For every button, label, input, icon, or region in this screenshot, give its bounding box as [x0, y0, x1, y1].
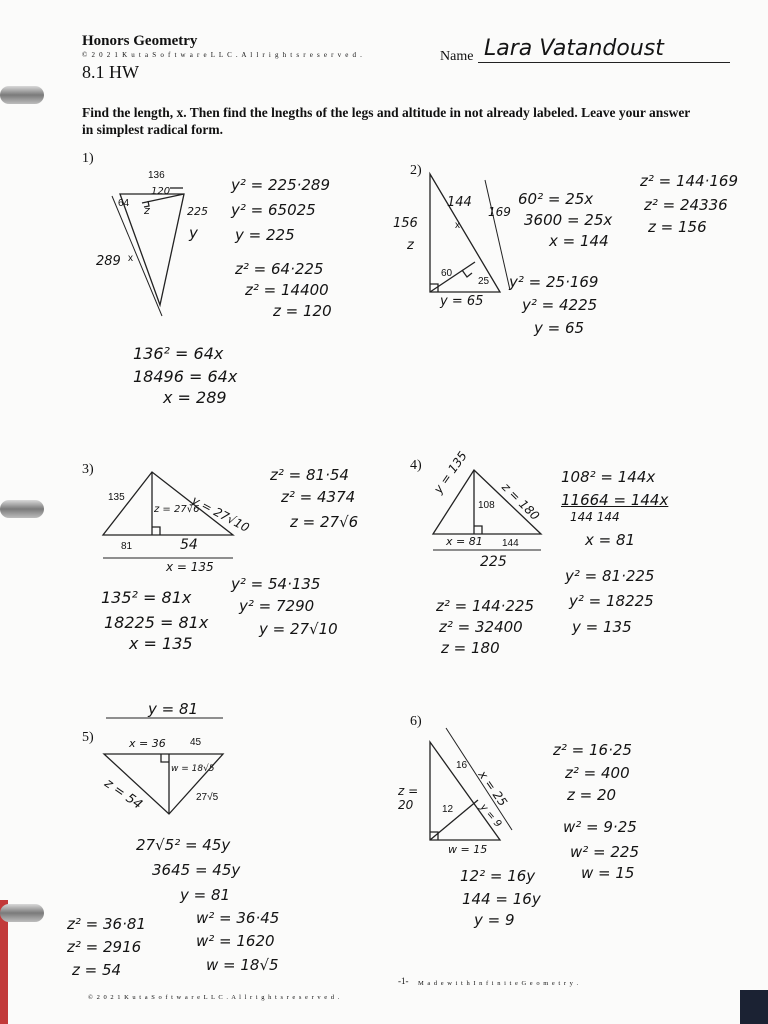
problem-3-number: 3)	[82, 462, 94, 477]
p3-work-line: z² = 81·54	[270, 466, 349, 484]
p6-label-12: 12	[442, 804, 454, 815]
p3-work-line: z = 27√6	[290, 513, 359, 531]
p4-work3-line: y² = 81·225	[565, 567, 655, 585]
p5-work-line: 27√5² = 45y	[136, 836, 231, 854]
student-name: Lara Vatandoust	[484, 36, 664, 61]
p6-work-line: z² = 16·25	[553, 741, 632, 759]
p5-label-27r5: 27√5	[196, 792, 219, 803]
p4-label-144: 144	[502, 538, 519, 549]
p2-work2-line: z² = 144·169	[640, 172, 739, 190]
copyright-top: © 2 0 2 1 K u t a S o f t w a r e L L C . A l l r i g h t s r e s e r v e d .	[82, 51, 364, 59]
problem-6-number: 6)	[410, 714, 422, 729]
p1-work2-line: 136² = 64x	[133, 344, 224, 363]
problem-4-number: 4)	[410, 458, 422, 473]
p1-work2-line: 18496 = 64x	[133, 367, 238, 386]
p2-label-60: 60	[441, 268, 453, 279]
footer-made-with: M a d e w i t h I n f i n i t e G e o m e t r y .	[418, 980, 580, 987]
p5-label-w: w = 18√5	[171, 764, 215, 774]
p1-work-line: z² = 14400	[245, 281, 329, 299]
p4-work3-line: y = 135	[572, 618, 632, 636]
p3-label-y: y = 27√10	[189, 493, 252, 535]
p1-work2-line: x = 289	[163, 388, 227, 407]
p1-label-136: 136	[148, 170, 165, 181]
p4-work3-line: y² = 18225	[569, 592, 654, 610]
name-label: Name	[440, 49, 474, 64]
p1-label-289: 289	[96, 254, 121, 269]
problem-2-number: 2)	[410, 163, 422, 178]
p2-altitude	[430, 262, 475, 292]
p3-work-line: z² = 4374	[281, 488, 356, 506]
p3-label-135: 135	[108, 492, 125, 503]
p5-work3-line: w² = 1620	[196, 932, 275, 950]
p2-work-line: 3600 = 25x	[524, 211, 613, 229]
p5-work-line: y = 81	[180, 886, 231, 904]
p1-label-64: 64	[118, 198, 130, 209]
p5-work3-line: w² = 36·45	[196, 909, 280, 927]
p1-label-120: 120	[151, 186, 171, 197]
p6-work3-line: y = 9	[474, 911, 515, 929]
p4-work-line: 108² = 144x	[561, 468, 656, 486]
p6-label-w: w = 15	[448, 843, 488, 856]
p3-work2-line: 18225 = 81x	[104, 613, 209, 632]
p6-work3-line: 144 = 16y	[462, 890, 541, 908]
p4-work2-line: z = 180	[441, 639, 500, 657]
p3-label-54: 54	[180, 537, 198, 553]
p2-label-x: x	[455, 220, 460, 231]
p1-work-line: z = 120	[273, 302, 332, 320]
p3-work3-line: y = 27√10	[259, 620, 338, 638]
p1-label-225: 225	[187, 205, 208, 218]
p5-work-line: 3645 = 45y	[152, 861, 241, 879]
p4-label-108: 108	[478, 500, 495, 511]
p3-label-81: 81	[121, 541, 133, 552]
p2-work-line: x = 144	[549, 232, 609, 250]
p1-label-y: y	[189, 224, 198, 242]
p1-work-line: y = 225	[235, 226, 295, 244]
problem-1-number: 1)	[82, 151, 94, 166]
p2-label-144: 144	[447, 195, 472, 210]
p5-work2-line: z² = 2916	[67, 938, 142, 956]
p6-work3-line: 12² = 16y	[460, 867, 536, 885]
p6-altitude	[430, 800, 478, 840]
p2-work2-line: z² = 24336	[644, 196, 728, 214]
p3-work2-line: 135² = 81x	[101, 588, 192, 607]
p2-label-z: z	[407, 238, 414, 253]
p5-label-y: y = 81	[148, 700, 199, 718]
p2-work3-line: y = 65	[534, 319, 585, 337]
p2-label-y: y = 65	[440, 294, 484, 309]
p4-label-z: z = 180	[499, 480, 543, 524]
p2-label-25: 25	[478, 276, 490, 287]
p3-work3-line: y² = 7290	[239, 597, 315, 615]
assignment-title: 8.1 HW	[82, 62, 139, 82]
course-title: Honors Geometry	[82, 33, 198, 49]
p4-work-line: 11664 = 144x	[561, 491, 669, 509]
p1-work-line: z² = 64·225	[235, 260, 324, 278]
p4-work-line: 144 144	[570, 510, 620, 524]
p6-work2-line: w² = 225	[570, 843, 640, 861]
p5-work2-line: z = 54	[72, 961, 122, 979]
p6-work2-line: w² = 9·25	[563, 818, 637, 836]
p2-work-line: 60² = 25x	[518, 190, 594, 208]
p5-label-x: x = 36	[129, 737, 166, 750]
p1-work-line: y² = 65025	[231, 201, 316, 219]
p1-label-x: x	[128, 253, 133, 264]
p3-label-z: z = 27√6	[154, 504, 200, 515]
p5-label-45: 45	[190, 737, 202, 748]
p2-label-156: 156	[393, 216, 418, 231]
p4-work2-line: z² = 144·225	[436, 597, 535, 615]
instructions: Find the length, x. Then find the lnegths of the legs and altitude in not already labeled. Leave your answer in simplest radical form.	[82, 105, 691, 137]
p2-work3-line: y² = 25·169	[509, 273, 599, 291]
p6-work-line: z² = 400	[565, 764, 630, 782]
p6-label-16: 16	[456, 760, 468, 771]
p5-work3-line: w = 18√5	[206, 956, 279, 974]
p2-work2-line: z = 156	[648, 218, 707, 236]
p6-work2-line: w = 15	[581, 864, 635, 882]
p1-work-line: y² = 225·289	[231, 176, 331, 194]
p4-work-line: x = 81	[585, 531, 636, 549]
p2-work3-line: y² = 4225	[522, 296, 598, 314]
p6-work-line: z = 20	[567, 786, 617, 804]
p6-label-y: y = 9	[477, 802, 504, 830]
p6-label-z: z = 20	[398, 784, 419, 812]
problem-5-number: 5)	[82, 730, 94, 745]
p3-label-x: x = 135	[166, 560, 214, 574]
p2-label-169: 169	[488, 205, 511, 219]
p4-label-x: x = 81	[446, 535, 483, 548]
p5-work2-line: z² = 36·81	[67, 915, 146, 933]
p4-work2-line: z² = 32400	[439, 618, 523, 636]
footer-page-number: -1-	[398, 976, 409, 986]
p3-work3-line: y² = 54·135	[231, 575, 321, 593]
p4-label-y: y = 135	[431, 448, 470, 497]
p3-work2-line: x = 135	[129, 634, 193, 653]
footer-copyright: © 2 0 2 1 K u t a S o f t w a r e L L C . A l l r i g h t s r e s e r v e d .	[88, 994, 341, 1001]
p5-label-z: z = 54	[101, 776, 145, 813]
p4-label-225: 225	[480, 554, 507, 570]
p6-label-x: x = 25	[475, 768, 510, 809]
p1-label-z: z	[144, 204, 150, 217]
p1-triangle	[120, 194, 184, 305]
